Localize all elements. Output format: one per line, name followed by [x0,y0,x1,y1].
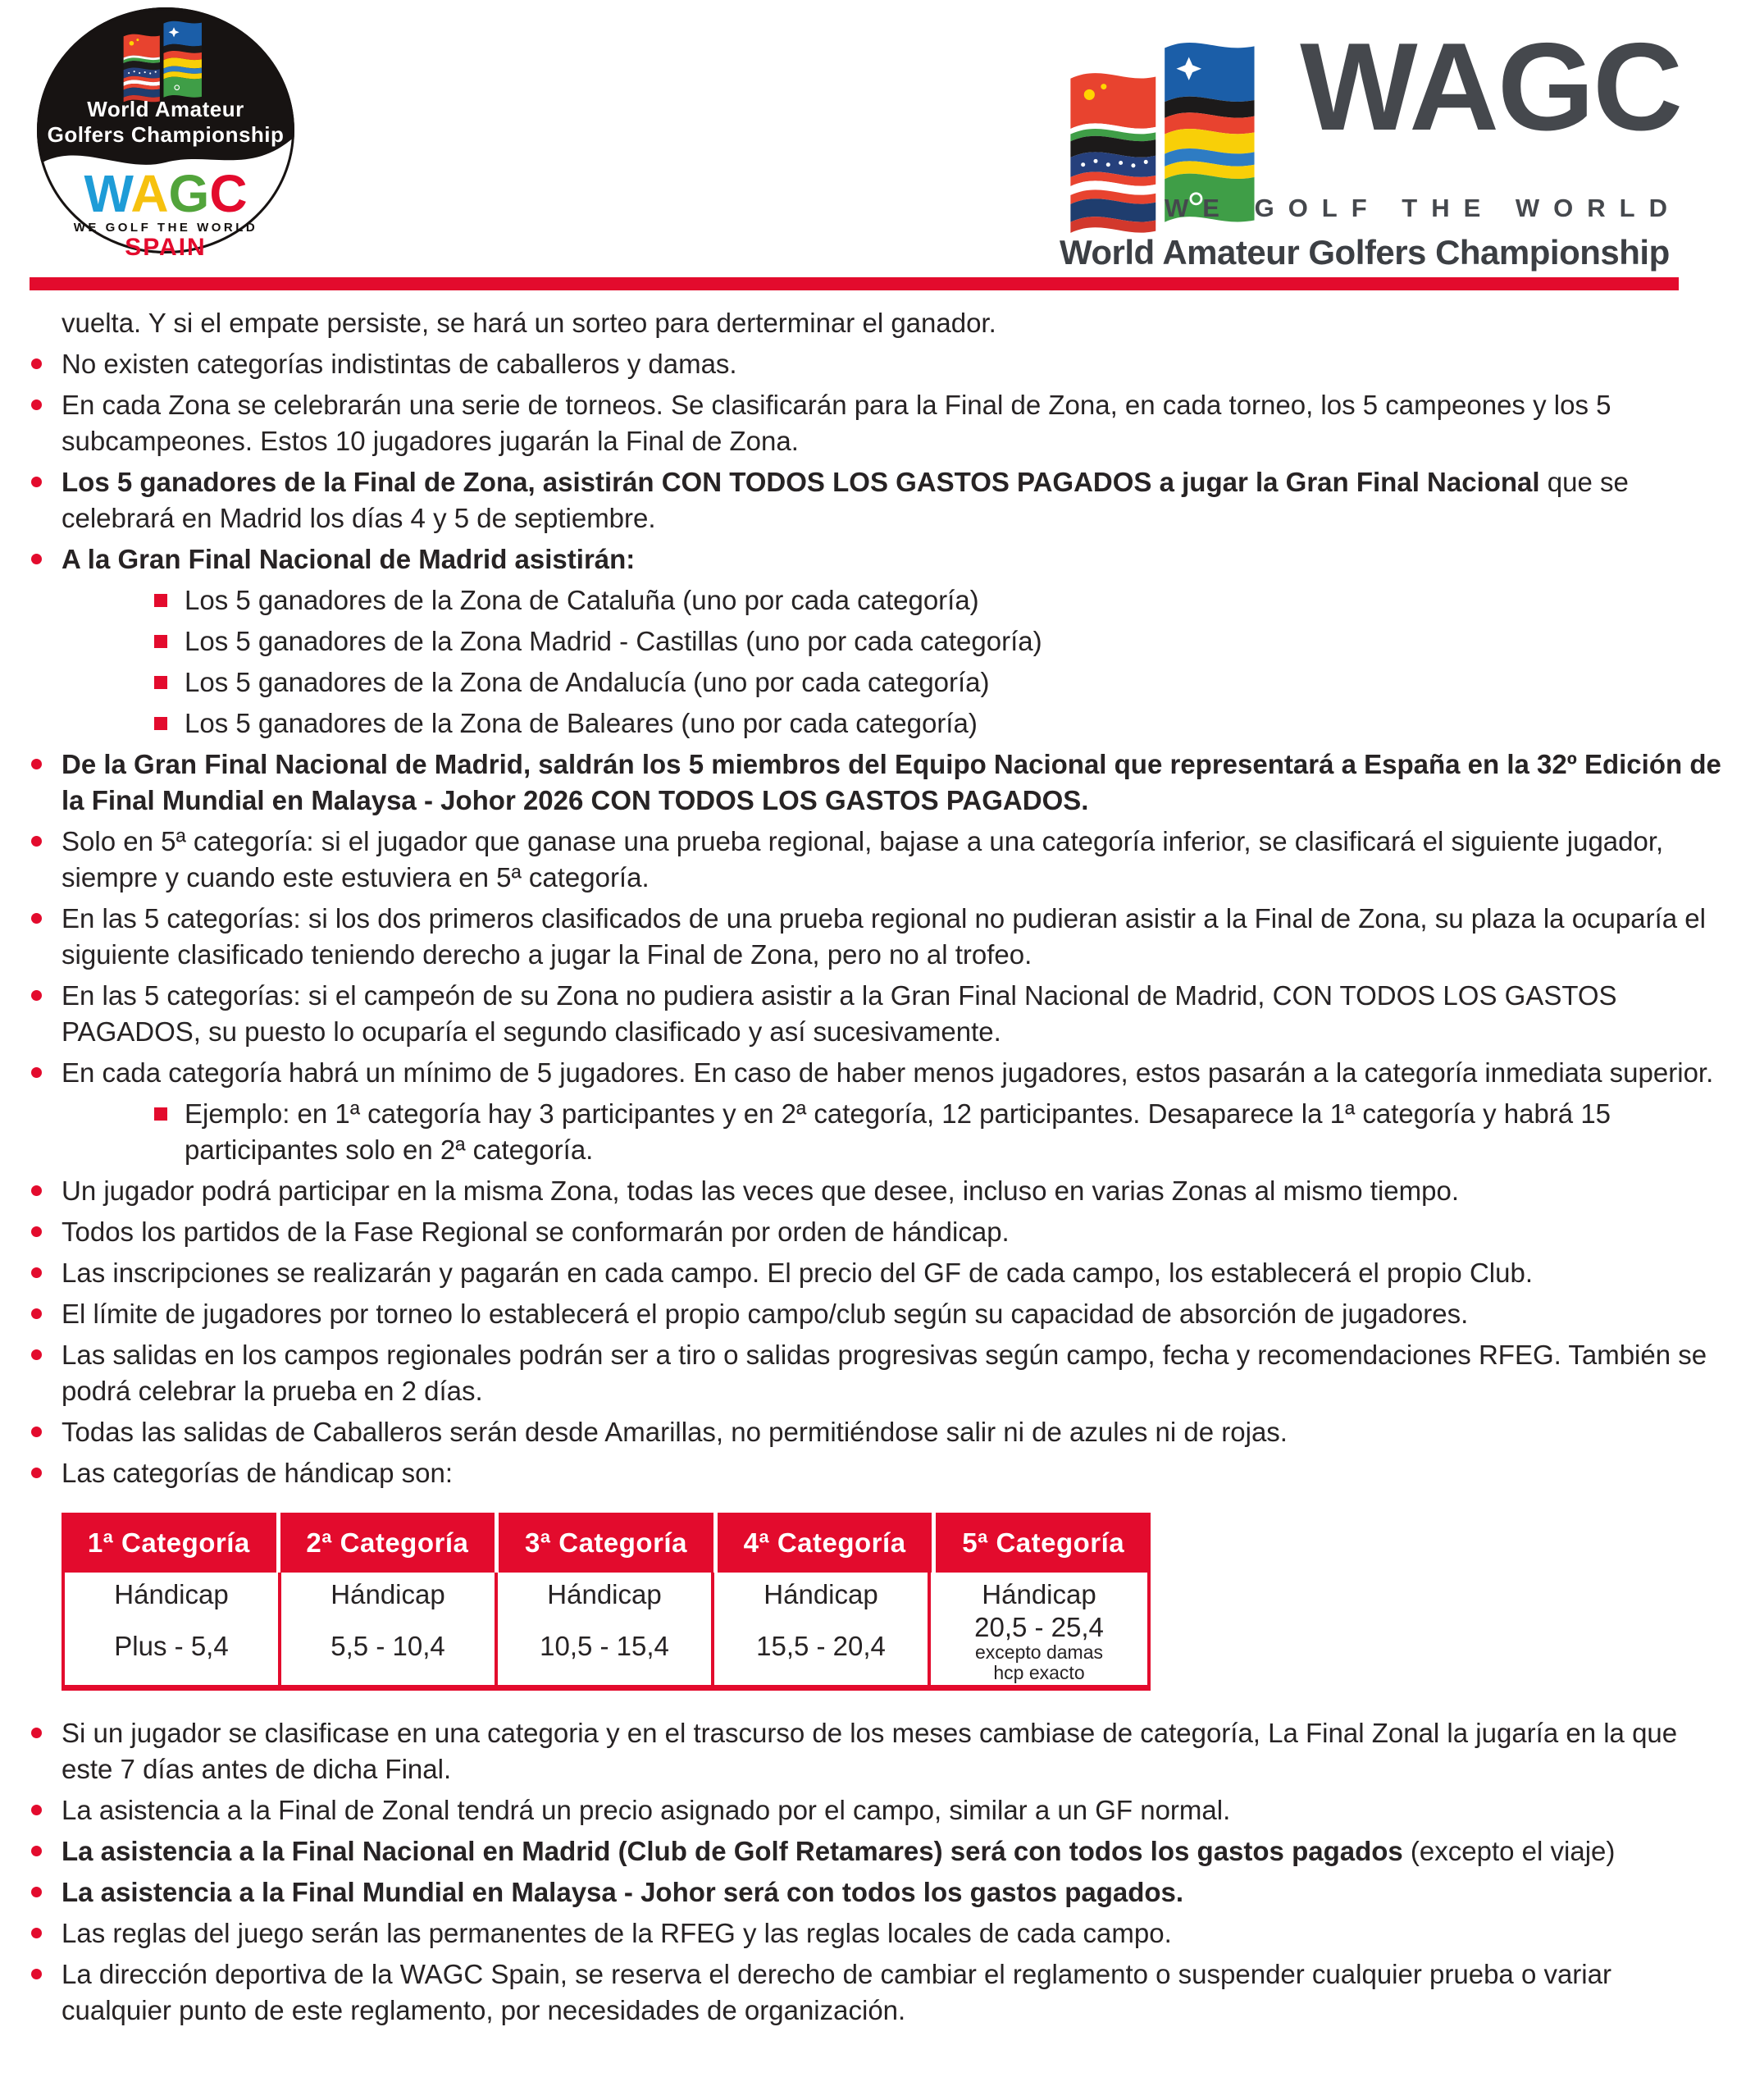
bullet-item [62,464,1728,536]
sub-bullet-item [185,664,1728,701]
bullet-item [62,901,1728,973]
bullet-item [62,824,1728,896]
category-header-cell: 1ª Categoría [62,1513,276,1573]
bullet-item [62,1874,1728,1911]
category-cell-range: 15,5 - 20,4 [756,1631,886,1661]
handicap-table-body-row [62,1573,1151,1691]
bullet-item [62,387,1728,459]
sub-bullet-item [185,705,1728,742]
bullet-item [62,1055,1728,1091]
logo-subtitle: World Amateur Golfers Championship [1060,233,1670,272]
badge-wagc-letter: C [209,164,248,223]
category-cell-range: 20,5 - 25,4 [974,1612,1104,1642]
bullet-item [62,1173,1728,1209]
category-cell-note: hcp exacto [993,1662,1085,1683]
text-segment: Las categorías de hándicap son: [62,1458,454,1488]
bullet-item [62,746,1728,819]
handicap-table-header-row [62,1513,1151,1573]
document-content [62,305,1728,2034]
sub-bullet-item [185,1096,1728,1168]
text-segment: De la Gran Final Nacional de Madrid, saldrán los 5 miembros del Equipo Nacional que representará a España en la 32º Edición de la Final Mundial en Malaysa - Johor 2026 CON TODOS LOS GASTOS PAGADOS. [62,749,1721,815]
badge-wagc-letter: G [168,164,210,223]
bullet-item [62,1715,1728,1787]
bullet-item [62,1255,1728,1291]
category-cell-label: Hándicap [982,1579,1096,1609]
category-header-cell: 2ª Categoría [280,1513,495,1573]
text-segment: Los 5 ganadores de la Zona de Cataluña (uno por cada categoría) [185,585,979,615]
category-cell [498,1573,714,1685]
text-segment: No existen categorías indistintas de caballeros y damas. [62,349,737,379]
handicap-table [62,1513,1151,1691]
logo-tagline: WE GOLF THE WORLD [1165,194,1681,222]
dot-bullet-icon [31,990,42,1001]
text-segment: que se celebrará en Madrid los días 4 y 5 de septiembre. [62,467,1629,533]
badge-wagc-letter: A [130,164,169,223]
category-cell-range: 5,5 - 10,4 [330,1631,445,1661]
dot-bullet-icon [31,1308,42,1319]
square-bullet-icon [154,676,167,689]
bullet-item [62,1833,1728,1869]
header-divider-bar [30,277,1679,290]
dot-bullet-icon [31,1067,42,1078]
dot-bullet-icon [31,1427,42,1437]
text-segment: Si un jugador se clasificase en una categoria y en el trascurso de los meses cambiase de categoría, La Final Zonal la jugaría en la que este 7 días antes de dicha Final. [62,1718,1678,1784]
text-segment: (excepto el viaje) [1402,1836,1616,1866]
text-segment: En las 5 categorías: si el campeón de su Zona no pudiera asistir a la Gran Final Nacional de Madrid, CON TODOS LOS GASTOS PAGADOS, su puesto lo ocuparía el segundo clasificado y así sucesivamente. [62,980,1617,1047]
text-segment: Todas las salidas de Caballeros serán desde Amarillas, no permitiéndose salir ni de azules ni de rojas. [62,1417,1288,1447]
dot-bullet-icon [31,836,42,847]
dot-bullet-icon [31,1728,42,1738]
text-segment: Los 5 ganadores de la Zona de Andalucía (uno por cada categoría) [185,667,990,697]
wagc-spain-badge [34,5,297,261]
rules-list-bottom [62,1715,1728,2029]
dot-bullet-icon [31,1349,42,1360]
category-cell [281,1573,498,1685]
text-segment: La asistencia a la Final Nacional en Madrid (Club de Golf Retamares) será con todos los gastos pagados [62,1836,1403,1866]
bullet-item [62,978,1728,1050]
category-header-cell: 3ª Categoría [499,1513,713,1573]
dot-bullet-icon [31,477,42,487]
bullet-item [62,541,1728,578]
category-cell-label: Hándicap [330,1579,445,1609]
category-header-cell: 5ª Categoría [936,1513,1151,1573]
text-segment: El límite de jugadores por torneo lo establecerá el propio campo/club según su capacidad de absorción de jugadores. [62,1299,1469,1329]
bullet-item [62,346,1728,382]
dot-bullet-icon [31,1267,42,1278]
badge-wagc-letter: W [84,164,131,223]
category-cell-label: Hándicap [114,1579,229,1609]
text-segment: En cada categoría habrá un mínimo de 5 jugadores. En caso de haber menos jugadores, estos pasarán a la categoría inmediata superior. [62,1057,1714,1088]
wagc-logo [1060,17,1681,272]
logo-wordmark: WAGC [1300,17,1681,157]
text-segment: La asistencia a la Final de Zonal tendrá un precio asignado por el campo, similar a un GF normal. [62,1795,1231,1825]
dot-bullet-icon [31,759,42,769]
bullet-item [62,1337,1728,1409]
rules-list-top [62,305,1728,1491]
text-segment: Solo en 5ª categoría: si el jugador que ganase una prueba regional, bajase a una categoría inferior, se clasificará el siguiente jugador, siempre y cuando este estuviera en 5ª categoría. [62,826,1664,892]
badge-title-line1: World Amateur [87,97,244,121]
badge-country: SPAIN [125,234,207,261]
text-segment: Las inscripciones se realizarán y pagarán en cada campo. El precio del GF de cada campo, los establecerá el propio Club. [62,1258,1533,1288]
dot-bullet-icon [31,399,42,410]
square-bullet-icon [154,1107,167,1121]
badge-title-line2: Golfers Championship [47,122,285,147]
category-cell-note: excepto damas [975,1641,1103,1663]
text-segment: A la Gran Final Nacional de Madrid asistirán: [62,544,636,574]
text-segment: Los 5 ganadores de la Zona de Baleares (uno por cada categoría) [185,708,978,738]
bullet-item [62,1455,1728,1491]
dot-bullet-icon [31,358,42,369]
category-header-cell: 4ª Categoría [718,1513,932,1573]
category-cell [931,1573,1147,1685]
text-segment: La asistencia a la Final Mundial en Malaysa - Johor será con todos los gastos pagados. [62,1877,1184,1907]
bullet-item [62,1792,1728,1828]
text-segment: Todos los partidos de la Fase Regional se conformarán por orden de hándicap. [62,1217,1010,1247]
category-cell-label: Hándicap [764,1579,878,1609]
text-segment: Los 5 ganadores de la Zona Madrid - Castillas (uno por cada categoría) [185,626,1042,656]
badge-tagline: WE GOLF THE WORLD [73,221,258,235]
bullet-item [62,1414,1728,1450]
text-segment: Las salidas en los campos regionales podrán ser a tiro o salidas progresivas según campo, fecha y recomendaciones RFEG. También se podrá celebrar la prueba en 2 días. [62,1340,1707,1406]
text-segment: La dirección deportiva de la WAGC Spain, se reserva el derecho de cambiar el reglamento o suspender cualquier prueba o variar cualquier punto de este reglamento, por necesidades de organización. [62,1959,1611,2025]
dot-bullet-icon [31,1226,42,1237]
dot-bullet-icon [31,913,42,924]
dot-bullet-icon [31,1846,42,1856]
sub-bullet-item [185,582,1728,619]
bullet-item [62,1296,1728,1332]
bullet-item [62,1915,1728,1952]
dot-bullet-icon [31,1969,42,1979]
dot-bullet-icon [31,1468,42,1478]
text-segment: En cada Zona se celebrarán una serie de torneos. Se clasificarán para la Final de Zona, en cada torneo, los 5 campeones y los 5 subcampeones. Estos 10 jugadores jugarán la Final de Zona. [62,390,1611,456]
dot-bullet-icon [31,554,42,564]
dot-bullet-icon [31,1928,42,1938]
dot-bullet-icon [31,1805,42,1815]
category-cell-label: Hándicap [547,1579,662,1609]
category-cell-range: Plus - 5,4 [114,1631,229,1661]
dot-bullet-icon [31,1185,42,1196]
dot-bullet-icon [31,1887,42,1897]
text-segment: Las reglas del juego serán las permanentes de la RFEG y las reglas locales de cada campo. [62,1918,1172,1948]
text-segment: Los 5 ganadores de la Final de Zona, asistirán CON TODOS LOS GASTOS PAGADOS a jugar la Gran Final Nacional [62,467,1540,497]
bullet-item [62,1214,1728,1250]
text-segment: Ejemplo: en 1ª categoría hay 3 participantes y en 2ª categoría, 12 participantes. Desaparece la 1ª categoría y habrá 15 participantes solo en 2ª categoría. [185,1098,1611,1165]
category-cell [65,1573,281,1685]
badge-title [34,97,297,148]
text-line [62,305,1728,341]
text-segment: En las 5 categorías: si los dos primeros clasificados de una prueba regional no pudieran asistir a la Final de Zona, su plaza la ocuparía el siguiente clasificado teniendo derecho a jugar la Final de Zona, pero no al trofeo. [62,903,1706,970]
square-bullet-icon [154,594,167,607]
badge-wagc [34,164,297,223]
category-cell [714,1573,931,1685]
square-bullet-icon [154,635,167,648]
text-segment: Un jugador podrá participar en la misma Zona, todas las veces que desee, incluso en varias Zonas al mismo tiempo. [62,1176,1460,1206]
sub-bullet-item [185,623,1728,660]
bullet-item [62,1956,1728,2029]
square-bullet-icon [154,717,167,730]
category-cell-range: 10,5 - 15,4 [540,1631,669,1661]
text-segment: vuelta. Y si el empate persiste, se hará un sorteo para derterminar el ganador. [62,308,996,338]
